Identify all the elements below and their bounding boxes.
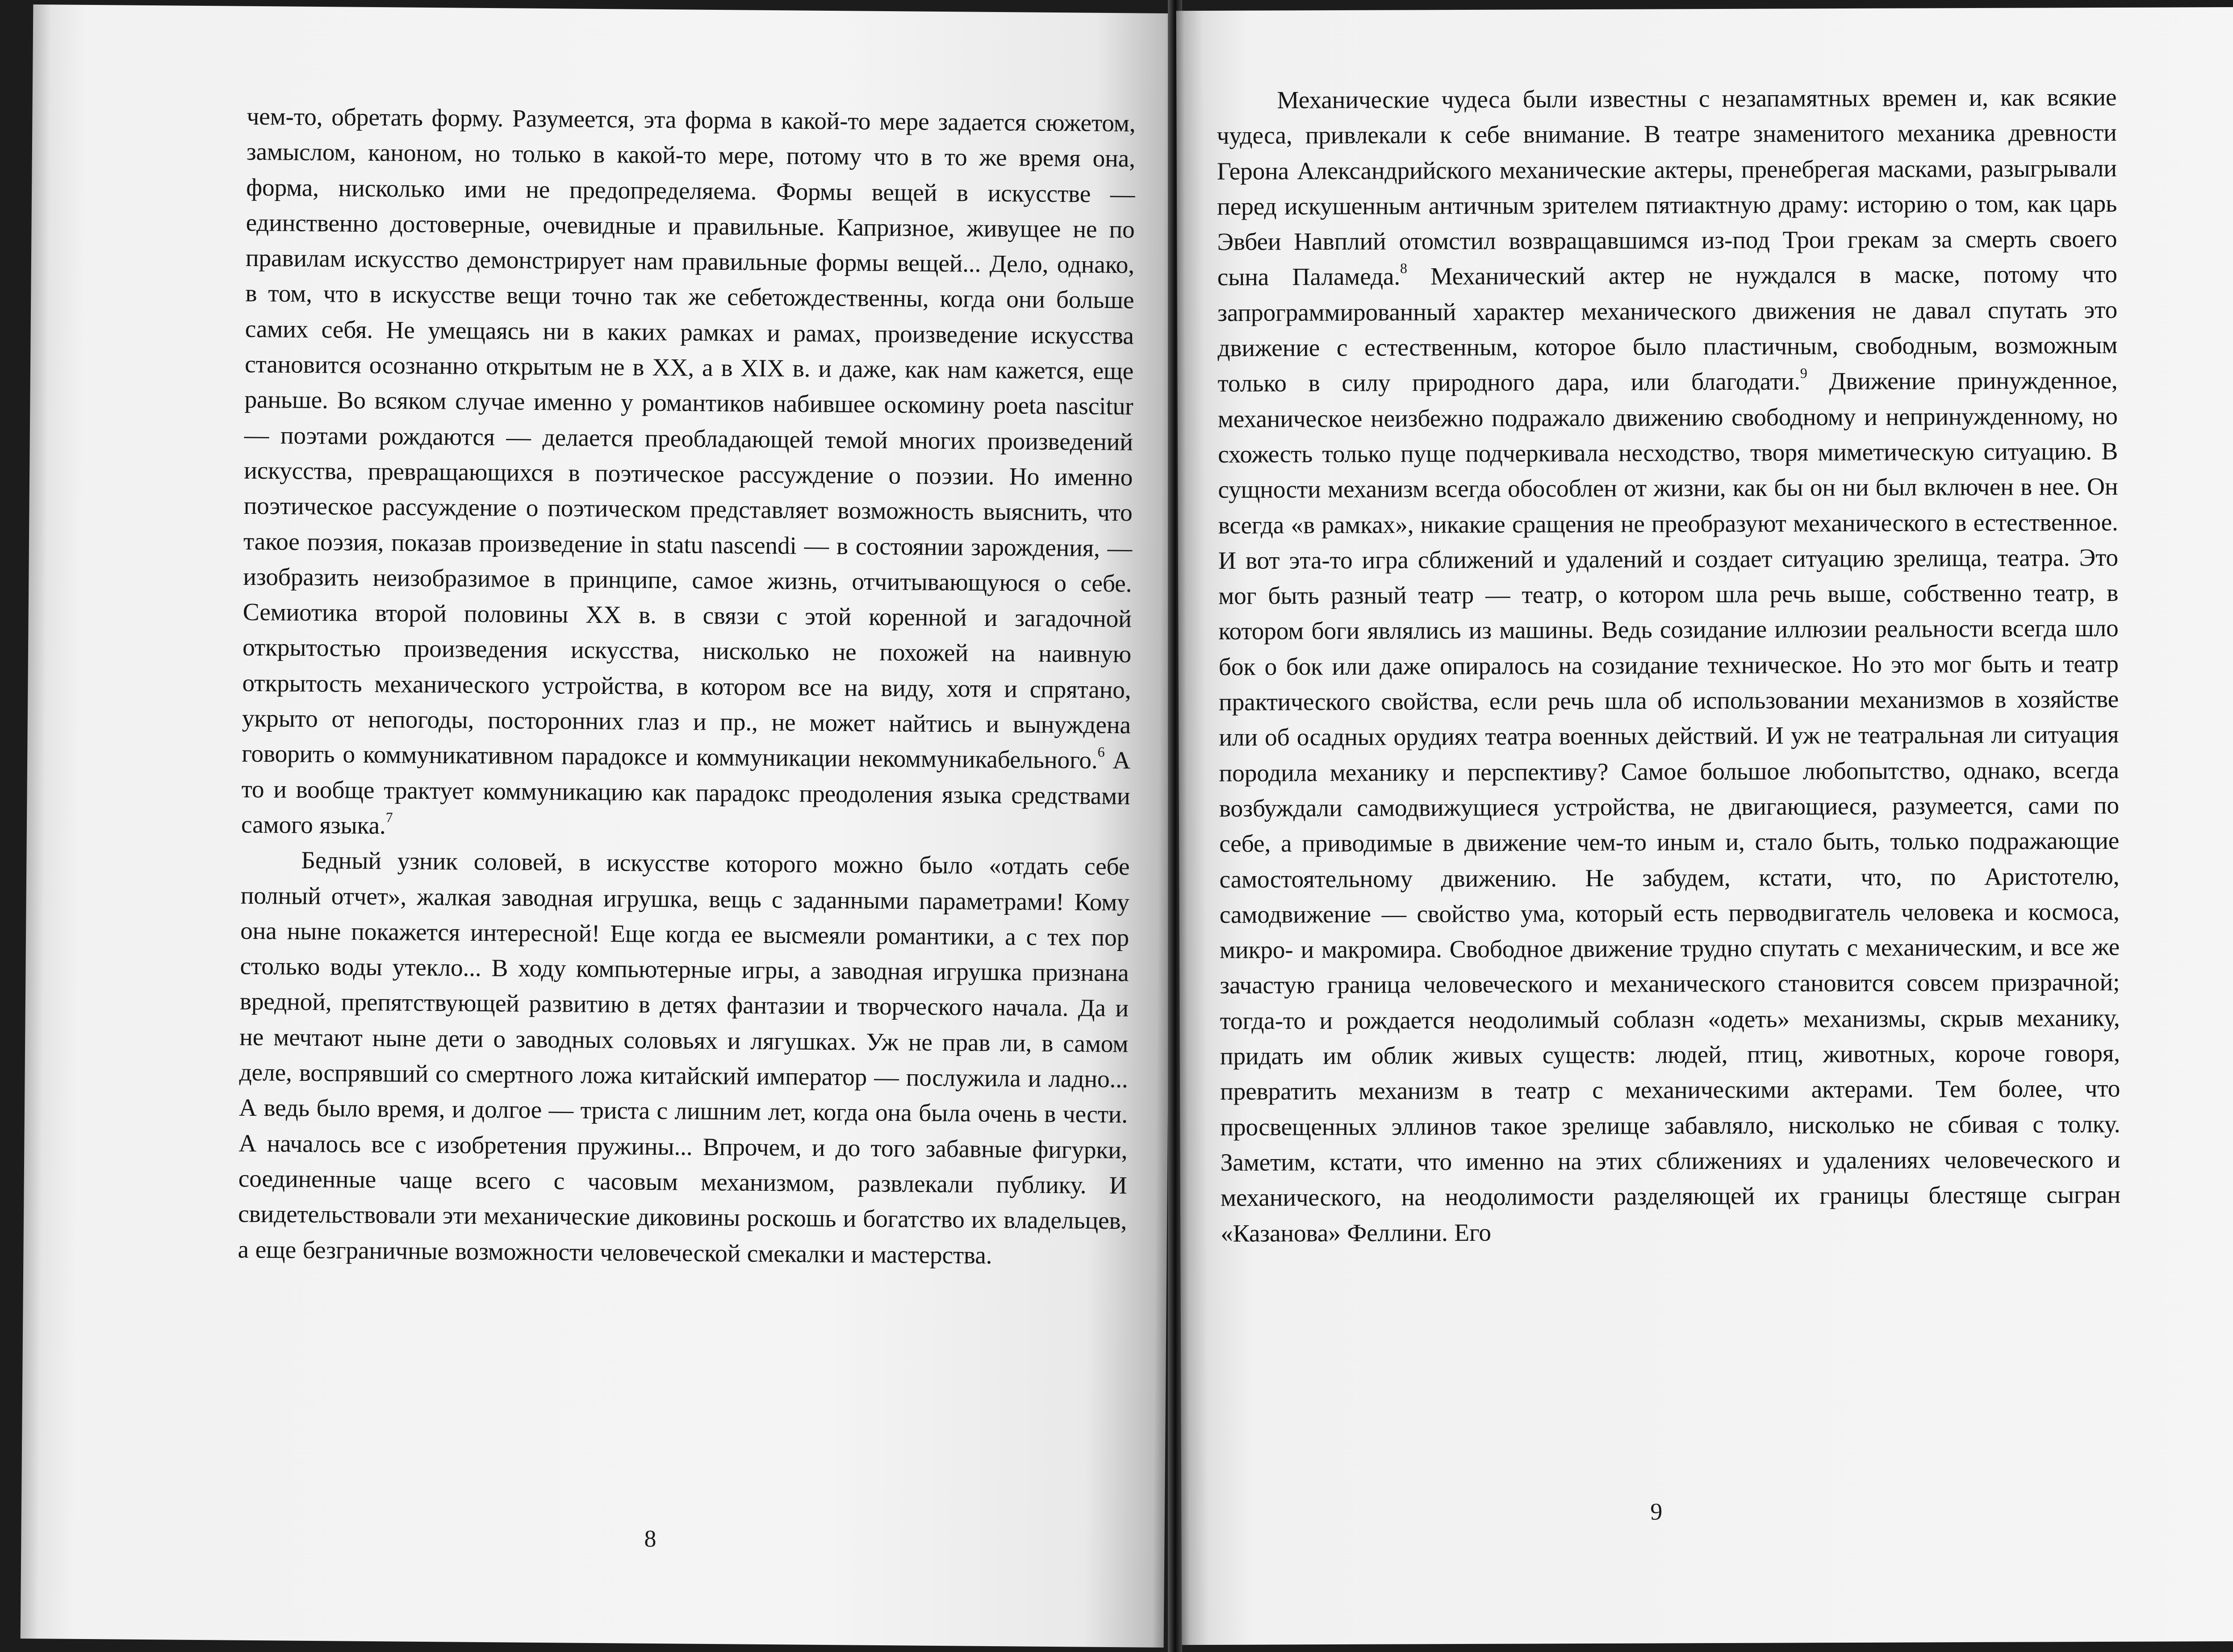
left-paragraph-1 xyxy=(241,99,1136,850)
right-page-number: 9 xyxy=(1650,1498,1663,1525)
left-paragraph-1-text: чем-то, обретать форму. Разумеется, эта форма в какой-то мере задается сюжетом, замыслом, каноном, но только в какой-то мере, потому что в то же время она, форма, нисколько ими не предопределяема. Формы вещей в искусстве — единственно достоверные, очевидные и правильные. Капризное, живущее не по правилам искусство демонстрирует нам правильные формы вещей... Дело, однако, в том, что в искусстве вещи точно так же себетождественны, когда они больше самих себя. Не умещаясь ни в каких рамках и рамах, произведение искусства становится осознанно открытым не в XX, а в XIX в. и даже, как нам кажется, еще раньше. Во всяком случае именно у романтиков набившее оскомину poeta nascitur — поэтами рождаются — делается преобладающей темой многих произведений искусства, превращающихся в поэтическое рассуждение о поэзии. Но именно поэтическое рассуждение о поэтическом представляет возможность выяснить, что такое поэзия, показав произведение in statu nascendi — в состоянии зарождения, — изобразить неизобразимое в принципе, самое жизнь, отчитывающуюся о себе. Семиотика второй половины XX в. в связи с этой коренной и загадочной открытостью произведения искусства, нисколько не похожей на наивную открытость механического устройства, в котором все на виду, хотя и спрятано, укрыто от непогоды, посторонних глаз и пр., не может найтись и вынуждена говорить о коммуникативном парадоксе и коммуникации некоммуникабельного. xyxy=(242,103,1136,775)
right-page xyxy=(1176,7,2233,1645)
footnote-mark-6: 6 xyxy=(1097,744,1105,760)
left-page-text xyxy=(238,99,1135,1274)
footnote-mark-8: 8 xyxy=(1400,260,1407,276)
left-page xyxy=(21,4,1177,1648)
left-paragraph-1-tail: А то и вообще трактует коммуникацию как парадокс преодоления языка средствами самого языка. xyxy=(241,747,1131,840)
right-paragraph-1-part1: Механические чудеса были известны с незапамятных времен и, как всякие чудеса, привлекали к себе внимание. В театре знаменитого механика древности Герона Александрийского механические актеры, пренебрегая масками, разыгрывали перед искушенным античным зрителем пятиактную драму: историю о том, как царь Эвбеи Навплий отомстил возвращавшимся из-под Трои грекам за смерть своего сына Паламеда. xyxy=(1217,83,2117,292)
right-page-text xyxy=(1217,80,2120,1252)
right-paragraph-1-part2: Механический актер не нуждался в маске, потому что запрограммированный характер механического движения не давал спутать это движение с естественным, которое было пластичным, свободным, возможным только в силу природного дара, или благодати. xyxy=(1217,261,2118,398)
right-paragraph-1 xyxy=(1217,80,2120,1252)
footnote-mark-7: 7 xyxy=(385,809,393,826)
footnote-mark-9: 9 xyxy=(1800,365,1807,381)
left-page-number: 8 xyxy=(644,1525,657,1552)
right-paragraph-1-part3: Движение принужденное, механическое неизбежно подражало движению свободному и непринужденному, но схожесть только пуще подчеркивала несходство, творя миметическую ситуацию. В сущности механизм всегда обособлен от жизни, как бы он ни был включен в нее. Он всегда «в рамках», никакие сращения не преобразуют механического в естественное. И вот эта-то игра сближений и удалений и создает ситуацию зрелища, театра. Это мог быть разный театр — театр, о котором шла речь выше, собственно театр, в котором боги являлись из машины. Ведь созидание иллюзии реальности всегда шло бок о бок или даже опиралось на созидание техническое. Но это мог быть и театр практического свойства, если речь шла об использовании механизмов в хозяйстве или об осадных орудиях театра военных действий. И уж не театральная ли ситуация породила механику и перспективу? Самое большое любопытство, однако, всегда возбуждали самодвижущиеся устройства, не двигающиеся, разумеется, сами по себе, а приводимые в движение чем-то иным и, стало быть, только подражающие самостоятельному движению. Не забудем, кстати, что, по Аристотелю, самодвижение — свойство ума, который есть перводвигатель человека и космоса, микро- и макромира. Свободное движение трудно спутать с механическим, и все же зачастую граница человеческого и механического становится совсем призрачной; тогда-то и рождается неодолимый соблазн «одеть» механизмы, скрыв механику, придать им облик живых существ: людей, птиц, животных, короче говоря, превратить механизм в театр с механическими актерами. Тем более, что просвещенных эллинов такое зрелище забавляло, нисколько не сбивая с толку. Заметим, кстати, что именно на этих сближениях и удалениях человеческого и механического, на неодолимости разделяющей их границы блестяще сыгран «Казанова» Феллини. Его xyxy=(1217,367,2120,1247)
left-paragraph-2: Бедный узник соловей, в искусстве которого можно было «отдать себе полный отчет», жалкая заводная игрушка, вещь с заданными параметрами! Кому она ныне покажется интересной! Еще когда ее высмеяли романтики, а с тех пор столько воды утекло... В ходу компьютерные игры, а заводная игрушка признана вредной, препятствующей развитию в детях фантазии и творческого начала. Да и не мечтают ныне дети о заводных соловьях и лягушках. Уж не прав ли, в самом деле, воспрявший со смертного ложа китайский император — послужила и ладно... А ведь было время, и долгое — триста с лишним лет, когда она была очень в чести. А началось все с изобретения пружины... Впрочем, и до того забавные фигурки, соединенные чаще всего с часовым механизмом, развлекали публику. И свидетельствовали эти механические диковины роскошь и богатство их владельцев, а еще безграничные возможности человеческой смекалки и мастерства. xyxy=(238,847,1130,1269)
